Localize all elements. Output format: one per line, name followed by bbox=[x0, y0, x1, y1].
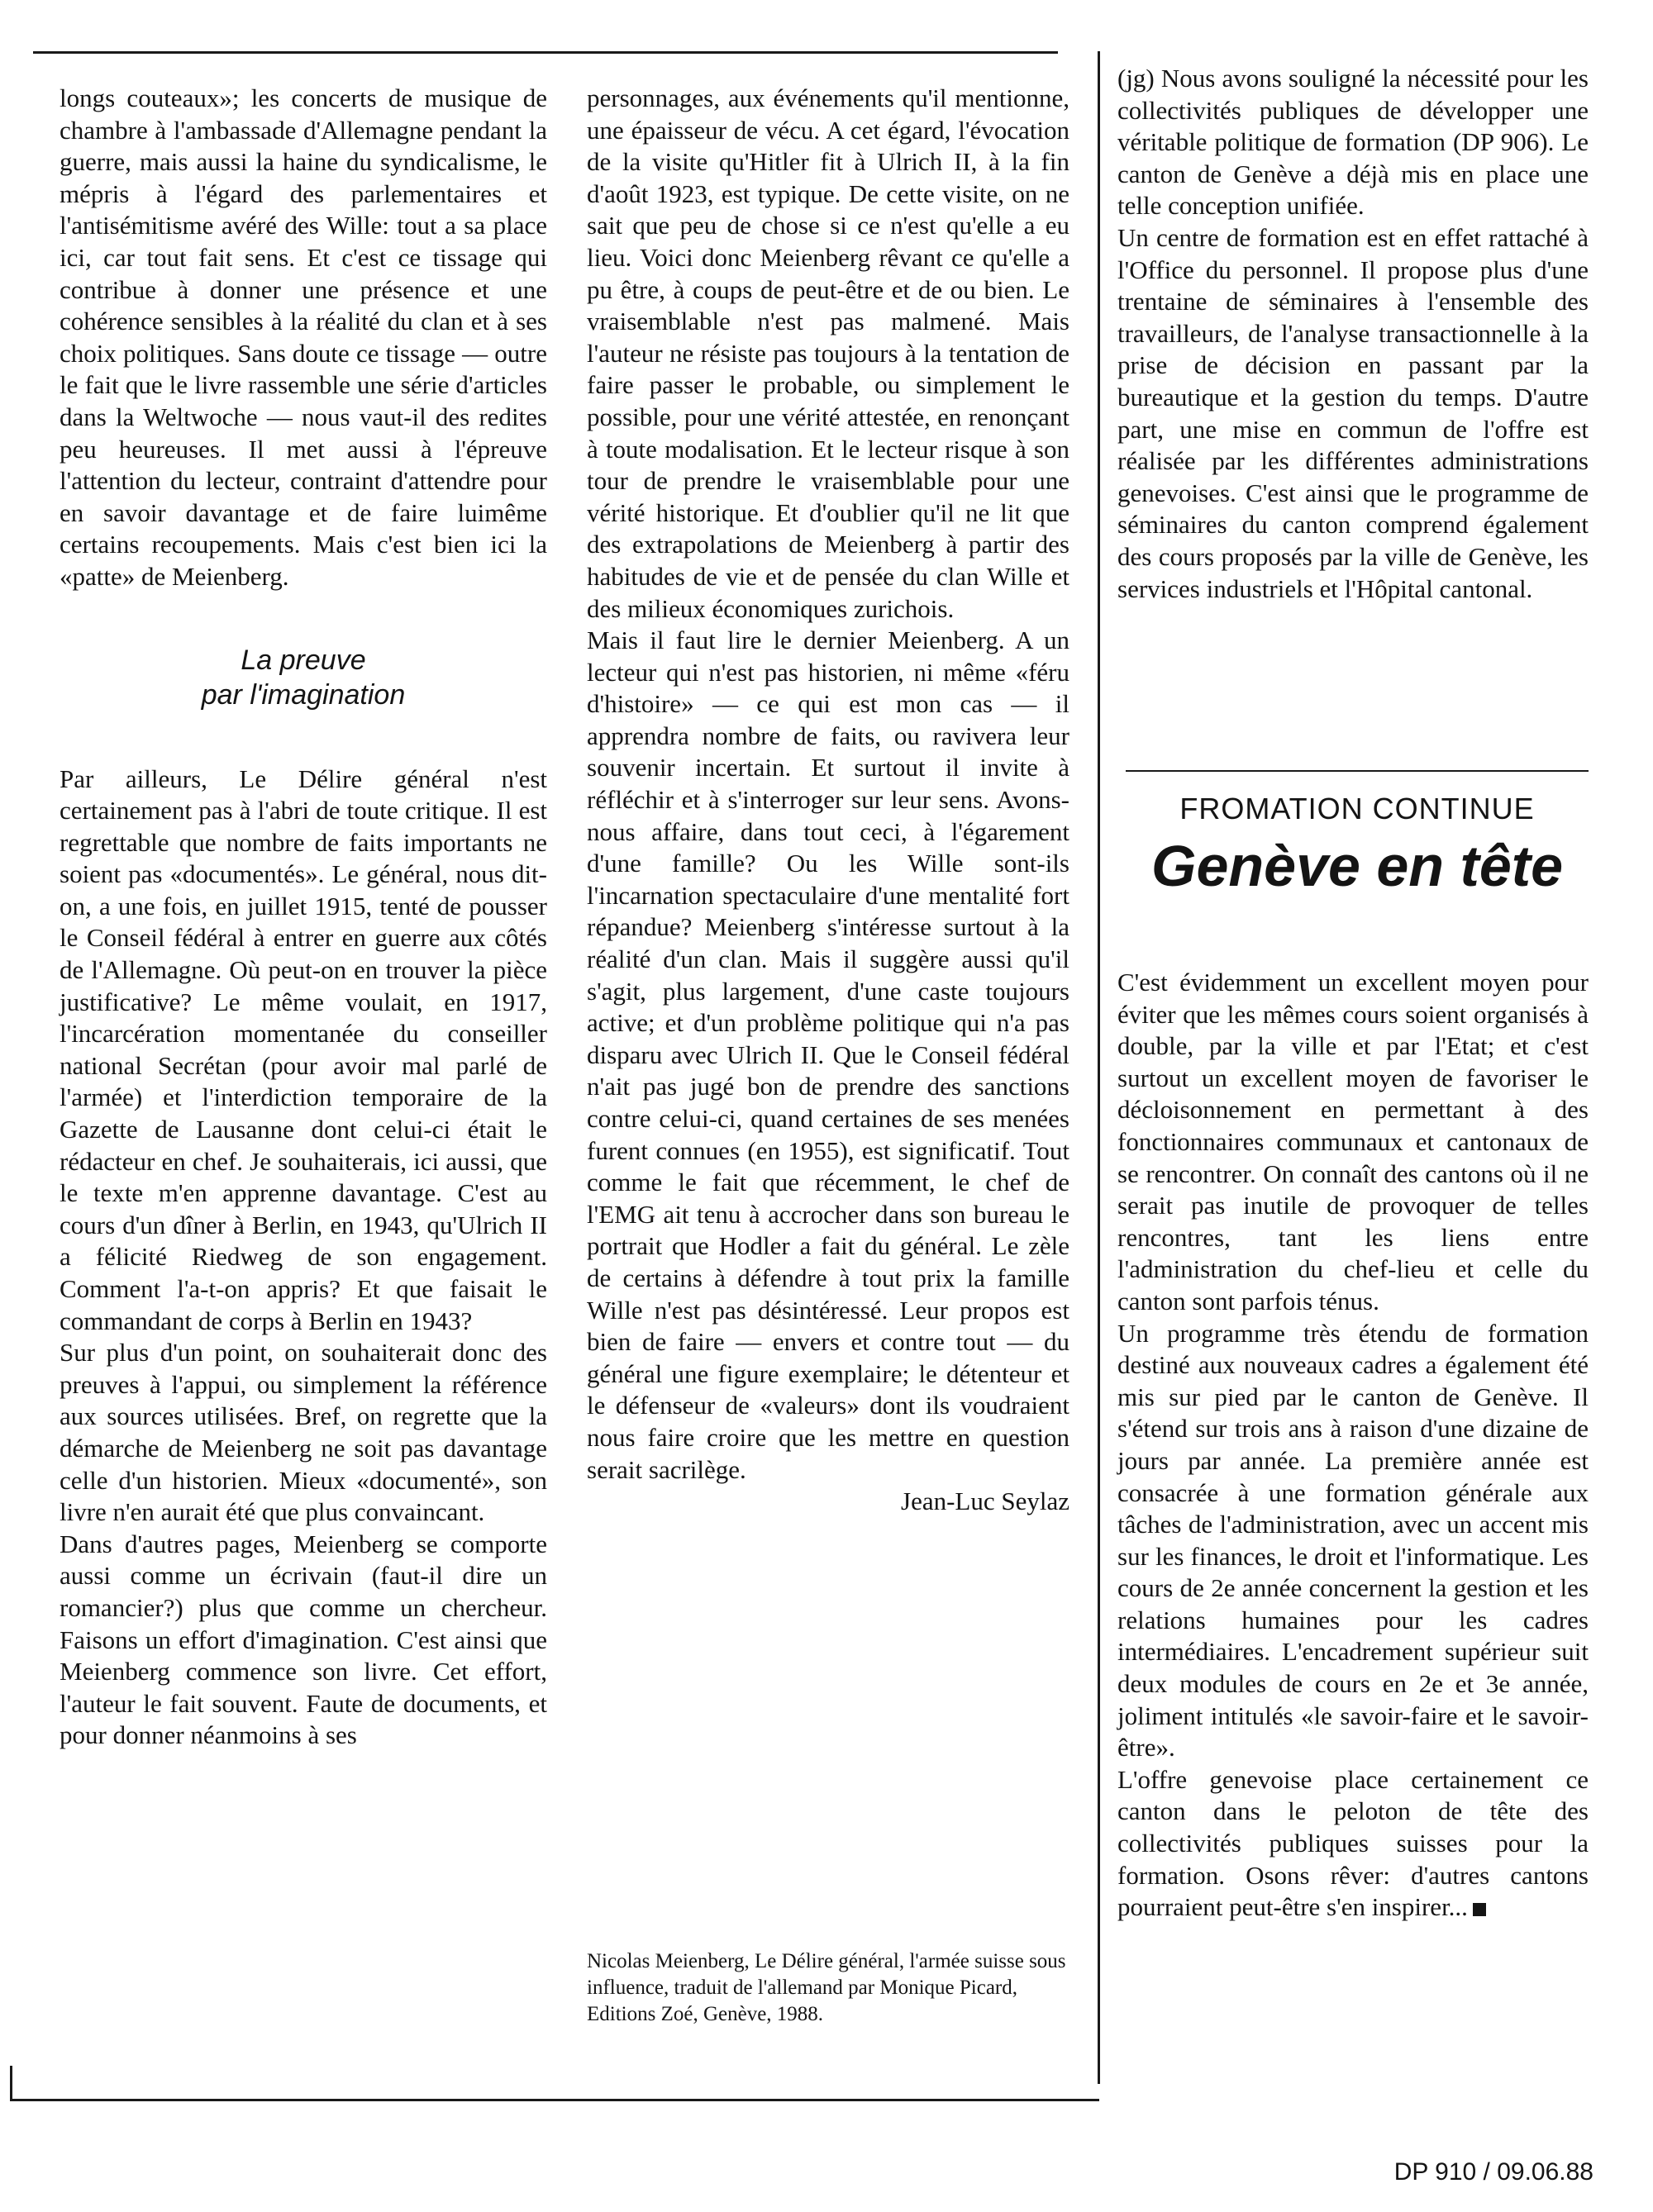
signature: Jean-Luc Seylaz bbox=[901, 1487, 1069, 1516]
col1-paragraph-3: Sur plus d'un point, on souhaiterait donc des preuves à l'appui, ou simplement la référence aux sources utilisées. Bref, on regrette que la démarche de Meienberg ne soit pas davantage celle d'un historien. Mieux «documenté», son livre n'en aurait été que plus convaincant. bbox=[60, 1338, 547, 1527]
column-3-bottom bbox=[1117, 967, 1589, 1924]
column-1 bbox=[60, 83, 547, 1752]
col1-paragraph-1: longs couteaux»; les concerts de musique de chambre à l'ambassade d'Allemagne pendant la guerre, mais aussi la haine du syndicalisme, le mépris à l'égard des parlementaires et l'antisémitisme avéré des Wille: tout a sa place ici, car tout fait sens. Et c'est ce tissage qui contribue à donner une présence et une cohérence sensibles à la réalité du clan et à ses choix politiques. Sans doute ce tissage — outre le fait que le livre rassemble une série d'articles dans la Weltwoche — nous vaut-il des redites peu heureuses. Il met aussi à l'épreuve l'attention du lecteur, contraint d'attendre pour en savoir davantage et de faire luimême certains recoupements. Mais c'est bien ici la «patte» de Meienberg. bbox=[60, 83, 547, 591]
article-kicker: FROMATION CONTINUE bbox=[1179, 792, 1535, 825]
col3-paragraph-5-text: L'offre genevoise place certainement ce canton dans le peloton de tête des collectivités publiques suisses pour la formation. Osons rêver: d'autres cantons pourraient peut-être s'en inspirer... bbox=[1117, 1764, 1589, 1922]
column-divider-left bbox=[10, 2066, 12, 2099]
col2-paragraph-1: personnages, aux événements qu'il mentionne, une épaisseur de vécu. A cet égard, l'évocation de la visite qu'Hitler fit à Ulrich II, à la fin d'août 1923, est typique. De cette visite, on ne sait que peu de chose si ce n'est qu'elle a eu lieu. Voici donc Meienberg rêvant ce qu'elle a pu être, à coups de peut-être et de ou bien. Le vraisemblable n'est pas malmené. Mais l'auteur ne résiste pas toujours à la tentation de faire passer le probable, ou simplement le possible, pour une vérité attestée, en renonçant à toute modalisation. Et le lecteur risque à son tour de prendre le vraisemblable pour une vérité historique. Et d'oublier qu'il ne lit que des extrapolations de Meienberg à partir des habitudes de vie et de pensée du clan Wille et des milieux économiques zurichois. bbox=[587, 83, 1069, 623]
sidebar-rule bbox=[1126, 770, 1589, 772]
subheading bbox=[60, 643, 547, 712]
col3-paragraph-2: Un centre de formation est en effet rattaché à l'Office du personnel. Il propose plus d'une trentaine de séminaires à l'ensemble des travailleurs, de l'analyse transactionnelle à la prise de décision en passant par la bureautique et la gestion du temps. D'autre part, une mise en commun de l'offre est réalisée par les différentes administrations genevoises. C'est ainsi que le programme de séminaires du canton comprend également des cours proposés par la ville de Genève, les services industriels et l'Hôpital cantonal. bbox=[1117, 222, 1589, 603]
book-reference-note bbox=[587, 1948, 1069, 2028]
col3-paragraph-3: C'est évidemment un excellent moyen pour éviter que les mêmes cours soient organisés à double, par la ville et par l'Etat; et c'est surtout un excellent moyen de favoriser le décloisonnement en permettant à des fonctionnaires communaux et cantonaux de se rencontrer. On connaît des cantons où il ne serait pas inutile de provoquer de telles rencontres, tant les liens entre l'administration du chef-lieu et celle du canton sont parfois ténus. bbox=[1117, 968, 1589, 1315]
article-headline: Genève en tête bbox=[1151, 834, 1563, 898]
column-divider-right bbox=[1098, 51, 1100, 2084]
col3-paragraph-1: (jg) Nous avons souligné la nécessité pour les collectivités publiques de développer une véritable politique de formation (DP 906). Le canton de Genève a déjà mis en place une telle conception unifiée. bbox=[1117, 64, 1589, 221]
column-3-top bbox=[1117, 63, 1589, 605]
col3-paragraph-5 bbox=[1117, 1764, 1589, 1924]
subheading-line-2: par l'imagination bbox=[201, 678, 406, 711]
col1-paragraph-4: Dans d'autres pages, Meienberg se comporte aussi comme un écrivain (faut-il dire un romancier?) plus que comme un chercheur. Faisons un effort d'imagination. C'est ainsi que Meienberg commence son livre. Cet effort, l'auteur le fait souvent. Faute de documents, et pour donner néanmoins à ses bbox=[60, 1529, 547, 1750]
col1-paragraph-2: Par ailleurs, Le Délire général n'est certainement pas à l'abri de toute critique. Il est regrettable que nombre de faits importants ne soient pas «documentés». Le général, nous dit-on, a une fois, en juillet 1915, tenté de pousser le Conseil fédéral à entrer en guerre aux côtés de l'Allemagne. Où peut-on en trouver la pièce justificative? Le même voulait, en 1917, l'incarcération momentanée du conseiller national Secrétan (pour avoir mal parlé de l'armée) et l'interdiction temporaire de la Gazette de Lausanne dont celui-ci était le rédacteur en chef. Je souhaiterais, ici aussi, que le texte m'en apprenne davantage. C'est au cours d'un dîner à Berlin, en 1943, qu'Ulrich II a félicité Riedweg de son engagement. Comment l'a-t-on appris? Et que faisait le commandant de corps à Berlin en 1943? bbox=[60, 763, 547, 1335]
top-rule bbox=[33, 51, 1058, 54]
bottom-rule bbox=[10, 2099, 1099, 2101]
subheading-line-1: La preuve bbox=[241, 644, 366, 676]
col3-paragraph-4: Un programme très étendu de formation destiné aux nouveaux cadres a également été mis sur pied par le canton de Genève. Il s'étend sur trois ans à raison d'une dizaine de jours par année. La première année est consacrée à une formation générale aux tâches de l'administration, avec un accent mis sur les finances, le droit et l'informatique. Les cours de 2e année concernent la gestion et les relations humaines pour les cadres intermédiaires. L'encadrement supérieur suit deux modules de cours en 2e et 3e année, joliment intitulés «le savoir-faire et le savoir-être». bbox=[1117, 1318, 1589, 1762]
column-2 bbox=[587, 83, 1069, 1518]
end-of-article-square-icon bbox=[1473, 1903, 1486, 1916]
page-footer: DP 910 / 09.06.88 bbox=[1393, 2158, 1593, 2186]
col2-paragraph-2: Mais il faut lire le dernier Meienberg. A un lecteur qui n'est pas historien, ni même «féru d'histoire» — ce qui est mon cas — il apprendra nombre de faits, ou ravivera leur souvenir incertain. Et surtout il invite à réfléchir et à s'interroger sur leur sens. Avons-nous affaire, dans tout ceci, à l'égarement d'une famille? Ou les Wille sont-ils l'incarnation spectaculaire d'une mentalité fort répandue? Meienberg s'intéresse surtout à la réalité d'un clan. Mais il suggère aussi qu'il s'agit, plus largement, d'une caste toujours active; et d'un problème politique qui n'a pas disparu avec Ulrich II. Que le Conseil fédéral n'ait pas jugé bon de prendre des sanctions contre celui-ci, quand certaines de ses menées furent connues (en 1955), est significatif. Tout comme le fait que récemment, le chef de l'EMG ait tenu à accrocher dans son bureau le portrait que Hodler a fait du général. Le zèle de certains à défendre à tout prix la famille Wille n'est pas désintéressé. Leur propos est bien de faire — envers et contre tout — du général une figure exemplaire; le détenteur et le défenseur de «valeurs» dont ils voudraient nous faire croire que les mettre en question serait sacrilège. bbox=[587, 626, 1069, 1484]
book-reference-text: Nicolas Meienberg, Le Délire général, l'armée suisse sous influence, traduit de l'allemand par Monique Picard, Editions Zoé, Genève, 1988. bbox=[587, 1950, 1066, 2025]
